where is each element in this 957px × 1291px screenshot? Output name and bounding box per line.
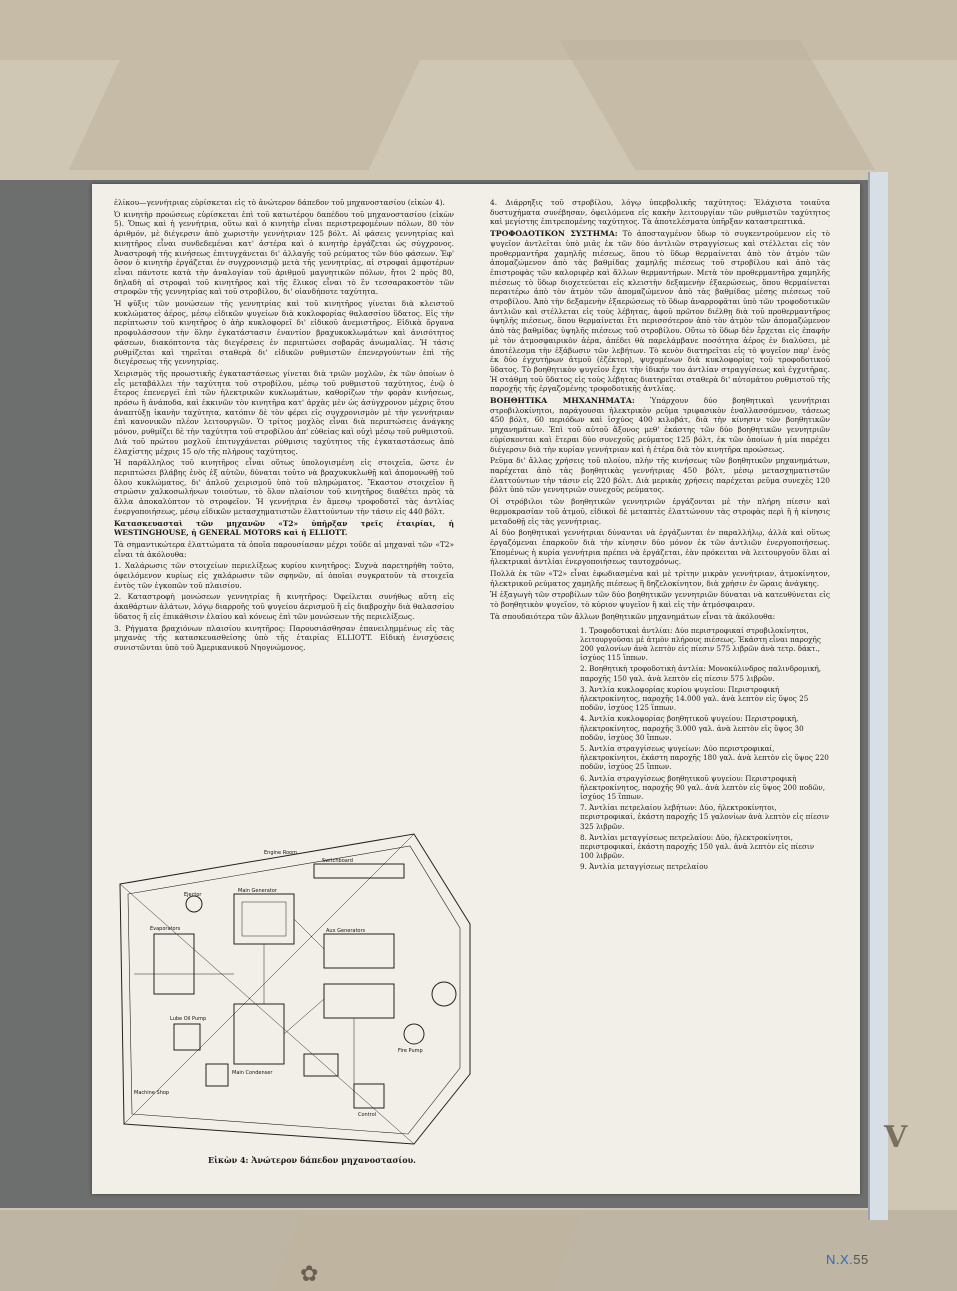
diagram-label: Machine Shop <box>134 1090 170 1096</box>
right-column <box>490 198 830 1188</box>
diagram-label: Engine Room <box>264 850 297 856</box>
paragraph: 4. Διάρρηξις τοῦ στροβίλου, λόγῳ ὑπερβολικῆς ταχύτητος: Ἐλάχιστα τοιαῦτα δυστυχήματα συνέβησαν, ὀφειλόμενα εἰς κακὴν λειτουργίαν τῶν ρυθμιστῶν ταχύτητος καὶ μεγίστης ἐπιτρεπομένης ταχύτητος. Τὰ ἀποτελέσματα ὑπῆρξαν καταστρεπτικά. <box>490 198 830 227</box>
section-heading: ΒΟΗΘΗΤΙΚΑ ΜΗΧΑΝΗΜΑΤΑ: <box>490 396 635 406</box>
magazine-mark: N.X. <box>826 1252 854 1267</box>
left-column <box>114 198 454 818</box>
paragraph: Κατασκευασταὶ τῶν μηχανῶν «Τ2» ὑπῆρξαν τρεῖς ἑταιρίαι, ἡ WESTINGHOUSE, ἡ GENERAL MOTORS καὶ ἡ ELLIOTT. <box>114 518 454 538</box>
evaporator <box>154 934 194 994</box>
pump <box>304 1054 338 1076</box>
list-item: 9. Ἀντλία μεταγγίσεως πετρελαίου <box>580 862 708 872</box>
list-item: 4. Ἀντλία κυκλοφορίας βοηθητικοῦ ψυγείου: Περιστροφική, ἠλεκτροκίνητος, παροχῆς 3.000 γαλ. ἀνὰ λεπτὸν εἰς ὕψος 30 ποδῶν, ἰσχύος 30 ἵππων. <box>580 714 804 742</box>
list-item: 3. Ἀντλία κυκλοφορίας κυρίου ψυγείου: Περιστροφική ἠλεκτροκίνητος, παροχῆς 14.000 γαλ. ἀνὰ λεπτὸν εἰς ὕψος 25 ποδῶν, ἰσχύος 125 ἵππων. <box>580 684 809 713</box>
paragraph: Ἡ παράλληλος τοῦ κινητῆρος εἶναι οὕτως ὑπολογισμένη εἰς στοιχεῖα, ὥστε ἐν περιπτώσει βλάβης ἑνὸς ἐξ αὐτῶν, δύναται τοῦτο νὰ βραχυκυκλωθῇ καὶ ἀπομονωθῇ τοῦ ὅλου κυκλώματος, δι' ἀπλοῦ χειρισμοῦ ὑπὸ τοῦ πληρώματος. Ἔκαστον στοιχεῖον ἢ στρώσιν χαλκοσωλήνων τοιούτων, τὸ ὅλον πλαίσιον τοῦ κινητῆρος διαθέτει πρὸς τὰ ἄλλα ἀποκαλύπτον τὸ στροφεῖον. Ἡ γεννήτρια ἐν ἄμεσῳ τροφοδοτεῖ τὰς ἀντλίας ἐνεργοποιήσεως, μέσῳ εἰδικῶν μετασχηματιστῶν ἐλαττούντων τὴν τάσιν εἰς 440 βόλτ. <box>114 458 454 516</box>
pump-list <box>490 626 830 872</box>
list-item: 1. Χαλάρωσις τῶν στοιχείων περιελίξεως κυρίου κινητῆρος: Συχνὰ παρετηρήθη τοῦτο, ὀφειλόμενον κυρίως εἰς χαλάρωσιν τῶν σφηνῶν, αἱ ὁποῖαι συγκρατοῦν τὰ στοιχεῖα ἐντὸς τῶν ἐγκοπῶν τοῦ πλαισίου. <box>114 561 454 590</box>
diagram-label: Ejector <box>184 892 202 898</box>
diagram-label: Main Generator <box>238 888 277 894</box>
pump <box>174 1024 200 1050</box>
background-ray <box>272 1215 580 1291</box>
paragraph: Ἡ ἐξαγωγὴ τῶν στροβίλων τῶν δύο βοηθητικῶν γεννητριῶν δύναται νὰ κατευθύνεται εἰς τὸ βοηθητικὸν ψυγεῖον, τὸ κύριον ψυγεῖον ἢ καὶ εἰς τὴν ἀτμόσφαιραν. <box>490 590 830 610</box>
background-ray <box>69 60 420 170</box>
list-item: 2. Καταστροφὴ μονώσεων γεννητρίας ἢ κινητῆρος: Ὀφείλεται συνήθως αὕτη εἰς ἀκαθάρτων ἀλάτων, λόγῳ διαρροῆς τοῦ ψυγείου ἀερισμοῦ ἢ εἰς διαβροχὴν διὰ θαλασσίου ὕδατος ἢ εἰς ἐπικάθισιν ἐλαίου καὶ κόνεως ἐπὶ τῶν μονώσεων τῆς περιελίξεως. <box>114 592 454 621</box>
ejector <box>186 896 202 912</box>
diagram-label: Control <box>358 1112 377 1118</box>
condenser <box>234 1004 284 1064</box>
page-number: 55 <box>853 1252 869 1267</box>
magazine-page <box>92 184 860 1194</box>
paragraph: Τὰ σπουδαιότερα τῶν ἄλλων βοηθητικῶν μηχανημάτων εἶναι τὰ ἀκόλουθα: <box>490 611 776 621</box>
section-heading: ΤΡΟΦΟΔΟΤΙΚΟΝ ΣΥΣΤΗΜΑ: <box>490 229 618 239</box>
list-item: 8. Ἀντλίαι μεταγγίσεως πετρελαίου: Δύο, ἠλεκτροκίνητοι, περιστροφικαί, ἑκάστη παροχῆς 150 γαλ. ἀνὰ λεπτὸν εἰς πίεσιν 100 λιβρῶν. <box>580 832 815 861</box>
diagram-label: Fire Pump <box>398 1048 423 1054</box>
list-item: 7. Ἀντλίαι πετρελαίου λεβήτων: Δύο, ἠλεκτροκίνητοι, περιστροφικαί, ἑκάστη παροχῆς 15 γαλονίων ἀνὰ λεπτὸν εἰς πίεσιν 325 λιβρῶν. <box>580 803 829 831</box>
list-item: 1. Τροφοδοτικαὶ ἀντλίαι: Δύο περιστροφικαί στροβιλοκίνητοι, λειτουργοῦσαι μὲ ἀτμὸν πλήρους πιέσεως. Ἑκάστη εἶναι παροχῆς 200 γαλονίων ἀνὰ λεπτὸν εἰς πίεσιν 575 λιβρῶν ἀνὰ τετρ. δάκτ., ἰσχύος 115 ἵππων. <box>580 625 821 663</box>
list-item: 6. Ἀντλία στραγγίσεως βοηθητικοῦ ψυγείου: Περιστροφικὴ ἠλεκτροκίνητος, παροχῆς 90 γαλ. ἀνὰ λεπτὸν εἰς ὕψος 200 ποδῶν, ἰσχύος 15 ἵππων. <box>580 773 826 801</box>
list-item: 3. Ρήγματα βραχιόνων πλαισίου κινητῆρος: Παρουσιάσθησαν ἐπανειλημμένως εἰς τὰς μηχανὰς τῆς κατασκευασθείσης ὑπὸ τῆς ἑταιρίας ELLIOTT. Εἰδικὴ ἐνισχύσεις συνιστῶνται ὑπὸ τοῦ Ἀμερικανικοῦ Νηογνώμονος. <box>114 623 454 652</box>
paragraph: Ἡ ψῦξις τῶν μονώσεων τῆς γεννητρίας καὶ τοῦ κινητῆρος γίνεται διὰ κλειστοῦ κυκλώματος ἀέρος, μέσῳ εἰδικῶν ψυγείων διὰ κυκλοφορίας θαλασσίου ὕδατος. Εἰς τὴν περίπτωσιν τοῦ κινητῆρος ὁ ἀὴρ κυκλοφορεῖ δι' εἰδικοῦ ἀνεμιστῆρος. Εἰδικὰ ὄργανα προφυλάσσουν τὴν ὅλην ἐγκατάστασιν ἐναντίον βραχυκυκλωμάτων καὶ ἀνισότητος φάσεων, διακόπτοντα τὰς διεγέρσεις ἐν περιπτώσει σοβαρᾶς ἀνωμαλίας. Ἡ τάσις ρυθμίζεται καὶ τηρεῖται σταθερὰ δι' εἰδικῶν ρυθμιστῶν ἐπενεργούντων ἐπὶ τῆς διεγέρσεως τῆς γεννητρίας. <box>114 299 454 367</box>
main-generator <box>242 902 286 936</box>
decorative-ornament: ✿ <box>300 1262 319 1287</box>
diagram-label: Lube Oil Pump <box>170 1016 207 1022</box>
pump <box>206 1064 228 1086</box>
aux-generator <box>324 984 394 1018</box>
main-generator <box>234 894 294 944</box>
diagram-label: Switchboard <box>322 858 353 864</box>
paragraph: Ρεῦμα δι' ἄλλας χρήσεις τοῦ πλοίου, πλὴν τῆς κινήσεως τῶν βοηθητικῶν μηχανημάτων, παρέχεται ἀπὸ τὰς βοηθητικὰς γεννήτριας 450 βόλτ, μέσῳ μετασχηματιστῶν ἐλαττούντων τὴν τάσιν εἰς 220 βόλτ. Διὰ μερικὰς χρήσεις παρέχεται ρεῦμα συνεχὲς 120 βόλτ ὑπὸ τῶν γεννητριῶν συνεχοῦς ρεύματος. <box>490 456 830 495</box>
decorative-ornament: V <box>884 1120 908 1155</box>
hull-outline <box>128 846 460 1134</box>
page-folio <box>826 1252 869 1267</box>
paragraph: Ὁ κινητὴρ προώσεως εὑρίσκεται ἐπὶ τοῦ κατωτέρου δαπέδου τοῦ μηχανοστασίου (εἰκὼν 5). Ὅπως καὶ ἡ γεννήτρια, οὕτω καὶ ὁ κινητὴρ εἶναι περιστρεφομένων πόλων, 80 τὸν ἀριθμόν, μὲ διέγερσιν ἀπὸ χωριστὴν γεννήτριαν 125 βόλτ. Αἱ φάσεις γεννητρίας καὶ κινητῆρος εἶναι συνδεδεμέναι κατ' ἀστέρα καὶ ὁ κινητὴρ ἐργάζεται ὡς σύγχρονος. Ἀναστροφὴ τῆς κινήσεως ἐπιτυγχάνεται δι' ἀλλαγῆς τοῦ ρεύματος τῶν δύο φάσεων. Ἐφ' ὅσον ὁ κινητὴρ ἐργάζεται ἐν συγχρονισμῷ μετὰ τῆς γεννητρίας, αἱ στροφαὶ ἀμφοτέρων εἶναι πάντοτε κατὰ τὴν ἀναλογίαν τοῦ ἀριθμοῦ μαγνητικῶν πόλων, ἤτοι 2 πρὸς 80, δηλαδὴ αἱ στροφαὶ τοῦ κινητῆρος καὶ τῆς ἕλικος εἶναι τὸ ἓν τεσσαρακοστὸν τῶν στροφῶν τῆς γεννητρίας καὶ τοῦ στροβίλου, δι' οἱανδήποτε ταχύτητα. <box>114 209 454 297</box>
diagram-label: Evaporators <box>150 926 181 932</box>
engine-room-diagram <box>114 824 474 1154</box>
paragraph: Τὸ ἀποσταγμένον ὕδωρ τὸ συγκεντρούμενον εἰς τὸ ψυγεῖον ἀντλεῖται ὑπὸ μιᾶς ἐκ τῶν δύο ἀντλιῶν στραγγίσεως καὶ στέλλεται εἰς τὸν προθερμαντῆρα χαμηλῆς πιέσεως, ὅπου τὸ ὕδωρ θερμαίνεται ἀπὸ τὸν ἀτμὸν τῶν ἀπομαζώμενον ἀπὸ τὰς βαθμίδας χαμηλῆς πιέσεως τοῦ στροβίλου καὶ ἀπὸ τὰς ἐπιστροφὰς τῶν καλοριφὲρ καὶ ἄλλων θερμαντήρων. Μετὰ τὸν προθερμαντῆρα χαμηλῆς πιέσεως τὸ ὕδωρ διοχετεύεται εἰς κλειστὴν δεξαμενὴν ἐξαερώσεως, ὅπου θερμαίνεται περαιτέρω ἀπὸ τὸν ἀτμὸν τῶν ἀπομαζώμενον ἀπὸ τὰς βαθμίδας μέσης πιέσεως τοῦ στροβίλου. Ἀπὸ τὴν δεξαμενὴν ἐξαερώσεως τὸ ὕδωρ ἀναρροφᾶται ὑπὸ τῶν τροφοδοτικῶν ἀντλιῶν καὶ στέλλεται εἰς τοὺς λέβητας, ἀφοῦ πρῶτον διέλθῃ διὰ τοῦ προθερμαντῆρος ὑψηλῆς πιέσεως, ὅπου θερμαίνεται ἔτι περισσότερον ἀπὸ τὸν ἀτμὸν τῶν ἀπομαζώμενον ἀπὸ τὰς βαθμίδας ὑψηλῆς πιέσεως τοῦ στροβίλου. Οὕτω τὸ ὕδωρ δὲν ἔρχεται εἰς ἐπαφὴν μὲ τὸν ἀτμοσφαιρικὸν ἀέρα, ἀπέδει θὰ παρελάμβανε ποσότητα ἀέρος ἐν διαλύσει, μὲ ἀποτέλεσμα τὴν ἐξάβωσιν τῶν λεβήτων. Τὸ κενὸν διατηρεῖται εἰς τὸ ψυγεῖον παρ' ἑνὸς ἐκ δύο ἐγχυτήρων ἀτμοῦ (ἐζέκτορ), ψυχομένων διὰ κυκλοφορίας τοῦ τροφοδοτικοῦ ὕδατος. Τὸ βοηθητικὸν ψυγεῖον ἔχει τὴν ἰδικήν του ἀντλίαν στραγγίσεως καὶ ἐγχυτῆρας. Ἡ στάθμη τοῦ ὕδατος εἰς τοὺς λέβητας διατηρεῖται σταθερὰ δι' αὐτομάτου ρυθμιστοῦ τῆς παροχῆς τῆς ἐργαζομένης τροφοδοτικῆς ἀντλίας. <box>490 229 830 394</box>
fire-pump <box>404 1024 424 1044</box>
tank <box>432 982 456 1006</box>
panel-edge <box>868 172 888 1220</box>
paragraph: Τὰ σημαντικώτερα ἐλαττώματα τὰ ὁποῖα παρουσίασαν μέχρι τοῦδε αἱ μηχαναὶ τῶν «Τ2» εἶναι τὰ ἀκόλουθα: <box>114 539 454 559</box>
diagram-label: Aux Generators <box>326 928 366 934</box>
list-item: 5. Ἀντλία στραγγίσεως ψυγείων: Δύο περιστροφικαί, ἠλεκτροκίνητοι, ἑκάστη παροχῆς 180 γαλ. ἀνὰ λεπτὸν εἰς ὕψος 220 ποδῶν, ἰσχύος 25 ἵππων. <box>580 743 829 772</box>
paragraph: Αἱ δύο βοηθητικαὶ γεννήτριαι δύνανται νὰ ἐργάζωνται ἐν παραλλήλῳ, ἀλλὰ καὶ οὕτως ἐργαζόμεναι ἐπαρκοῦν διὰ τὴν κίνησιν δύο μόνον ἐκ τῶν ἀντλιῶν ἐνεργοποιήσεως. Ἐπομένως ἡ κυρία γεννήτρια πρέπει νὰ ἐργάζεται, ἐὰν πρόκειται νὰ λειτουργοῦν ὅλαι αἱ ἠλεκτρικαὶ ἀντλίαι ἐνεργοποιήσεως ταυτοχρόνως. <box>490 528 830 567</box>
diagram-label: Main Condenser <box>232 1070 273 1076</box>
paragraph: Χειρισμὸς τῆς προωστικῆς ἐγκαταστάσεως γίνεται διὰ τριῶν μοχλῶν, ἐκ τῶν ὁποίων ὁ εἷς μεταβάλλει τὴν ταχύτητα τοῦ στροβίλου, μέσῳ τοῦ ρυθμιστοῦ ταχύτητος, ἐνῷ ὁ ἕτερος ἐπενεργεῖ ἐπὶ τῶν ἠλεκτρικῶν κυκλωμάτων, καθορίζων τὴν φορὰν κινήσεως, πρόσω ἢ ἀνάποδα, καὶ ἐκκινῶν τὸν κινητῆρα κατ' ἀρχὰς μὲν ὡς ἀσύγχρονον μέχρις ὅτου ἀναπτύξῃ ἱκανὴν ταχύτητα, κατόπιν δὲ τὸν φέρει εἰς συγχρονισμὸν μὲ τὴν γεννήτριαν ἐπὶ κανονικῶν πλέον λειτουργιῶν. Ὁ τρίτος μοχλὸς εἶναι διὰ περιπτώσεις ἀνάγκης μόνον, ρυθμίζει δὲ τὴν ταχύτητα τοῦ στροβίλου ἀπ' εὐθείας καὶ οὐχὶ μέσῳ τοῦ ρυθμιστοῦ. Διὰ τοῦ πρώτου μοχλοῦ ἐπιτυγχάνεται ρύθμισις ταχύτητος τῆς ἐγκαταστάσεως ἀπὸ ἐλαχίστης μέχρις 15 ο/ο τῆς πλήρους ταχύτητος. <box>114 368 454 456</box>
switchboard <box>314 864 404 878</box>
paragraph: Οἱ στρόβιλοι τῶν βοηθητικῶν γεννητριῶν ἐργάζονται μὲ τὴν πλήρη πίεσιν καὶ θερμοκρασίαν τοῦ ἀτμοῦ, εἰδικοὶ δὲ μεταπτὲς ἐλαττώνουν τὰς στροφὰς περὶ ἢ ἡ κίνησις μεταδοθῇ εἰς τὰς γεννήτριας. <box>490 497 830 526</box>
aux-generator <box>324 934 394 968</box>
paragraph: ἐλίκου—γεννήτριας εὑρίσκεται εἰς τὸ ἀνώτερον δάπεδον τοῦ μηχανοστασίου (εἰκὼν 4). <box>114 198 445 207</box>
paragraph: Ὑπάρχουν δύο βοηθητικαὶ γεννήτριαι στροβιλοκίνητοι, παράγουσαι ἠλεκτρικὸν ρεῦμα τριφασικὸν ἐναλλασσόμενον, τάσεως 450 βόλτ, 60 περιόδων καὶ ἰσχύος 400 κιλοβάτ, διὰ τὴν κίνησιν τῶν βοηθητικῶν μηχανημάτων. Ἐπὶ τοῦ αὐτοῦ ἄξονος μεθ' ἑκάστης τῶν δύο βοηθητικῶν γεννητριῶν εὑρίσκονται καὶ ἕτεραι δύο συνεχοῦς ρεύματος 125 βόλτ, ἐκ τῶν ὁποίων ἡ μία παρέχει διέγερσιν διὰ τὴν κυρίαν γεννήτριαν καὶ ἡ ἑτέρα διὰ τὸν κινητῆρα προώσεως. <box>490 396 830 454</box>
paragraph: Πολλὰ ἐκ τῶν «Τ2» εἶναι ἐφωδιασμένα καὶ μὲ τρίτην μικρὰν γεννήτριαν, ἀτμοκίνητον, ἠλεκτρικοῦ ρεύματος χαμηλῆς πιέσεως ἢ δηζελοκίνητον, διὰ χρήσιν ἐν ὥραις ἀνάγκης. <box>490 569 830 588</box>
list-item: 2. Βοηθητικὴ τροφοδοτικὴ ἀντλία: Μονοκύλινδρος παλινδρομική, παροχῆς 150 γαλ. ἀνὰ λεπτὸν εἰς πίεσιν 575 λιβρῶν. <box>580 664 822 683</box>
background-ray <box>0 0 957 60</box>
figure-caption: Εἰκὼν 4: Ἀνώτερον δάπεδον μηχανοστασίου. <box>208 1155 416 1165</box>
hull-outline <box>120 834 470 1144</box>
